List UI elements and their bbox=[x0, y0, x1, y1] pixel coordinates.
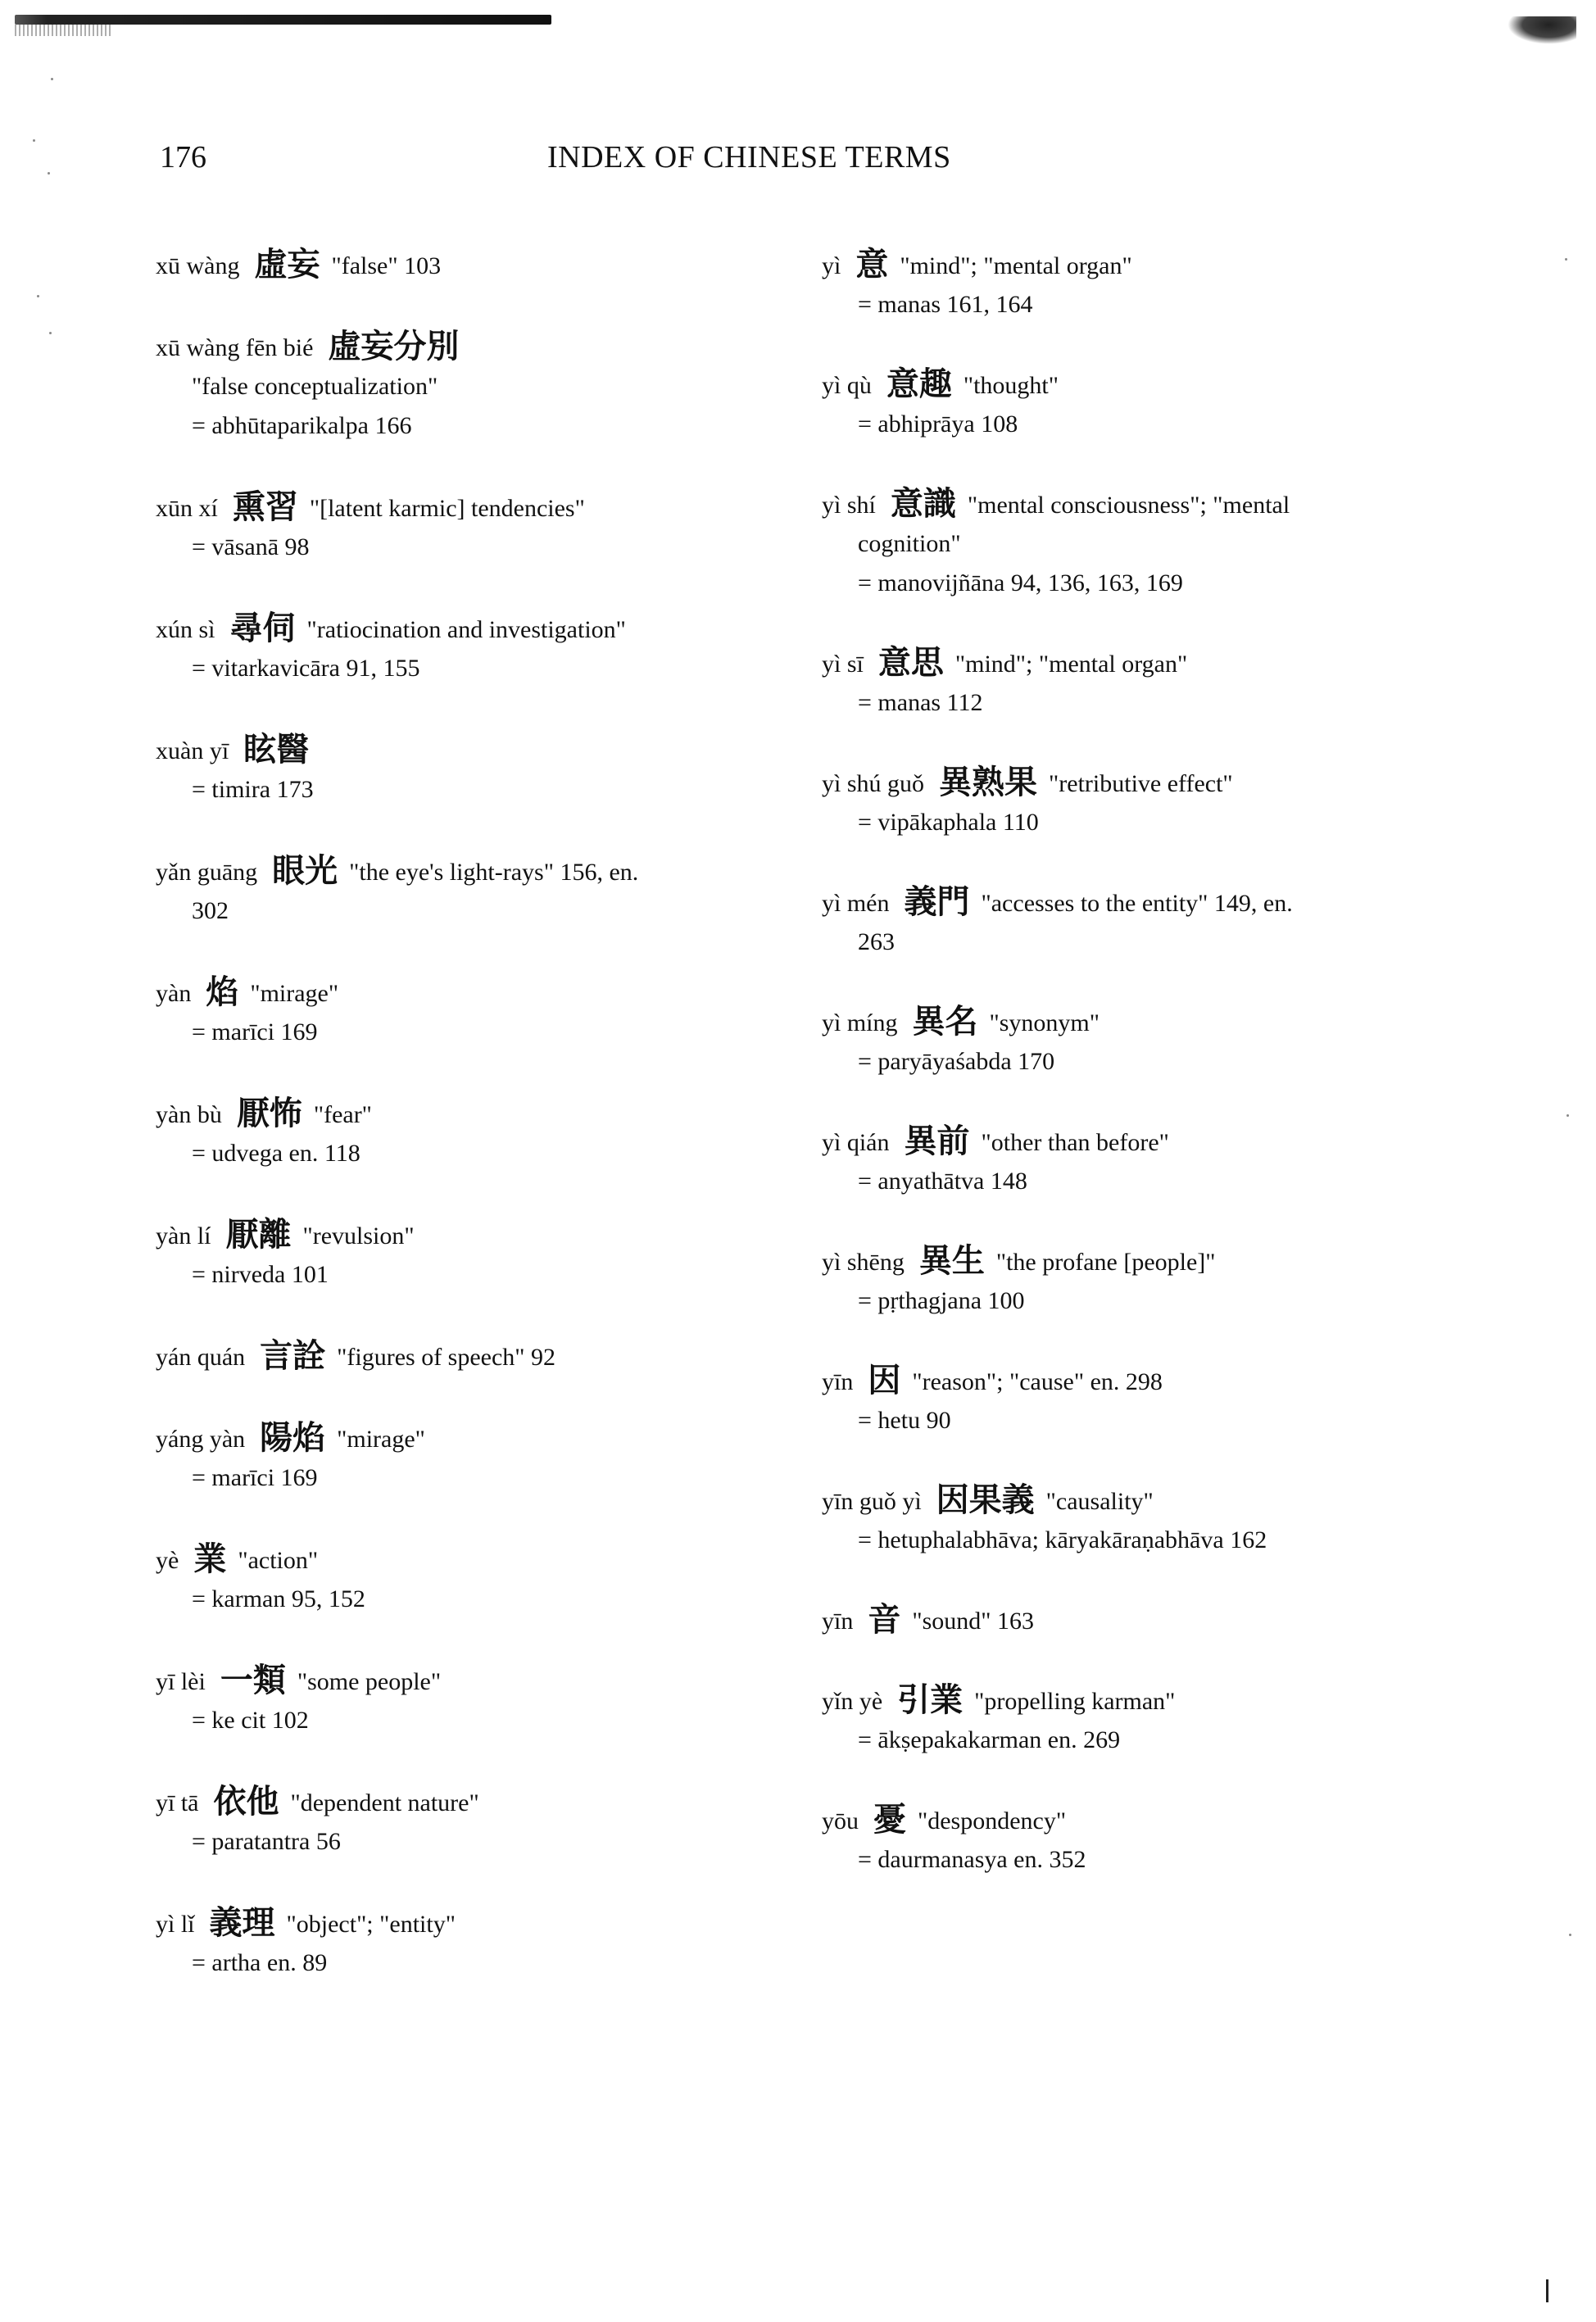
pinyin: yì mén bbox=[822, 890, 890, 917]
entry-headword-line bbox=[156, 1216, 787, 1255]
chinese-characters: 厭離 bbox=[225, 1216, 292, 1254]
index-entry bbox=[156, 852, 787, 931]
chinese-characters: 異名 bbox=[912, 1003, 978, 1041]
index-entry bbox=[822, 1242, 1453, 1321]
entry-headword-line bbox=[156, 488, 787, 528]
scan-corner-mark bbox=[1508, 16, 1576, 44]
entry-sanskrit-line: = vitarkavicāra 91, 155 bbox=[192, 655, 420, 682]
pinyin: xū wàng bbox=[156, 252, 240, 279]
pinyin: yì sī bbox=[822, 651, 864, 678]
chinese-characters: 異生 bbox=[918, 1242, 985, 1280]
index-entry bbox=[822, 1801, 1453, 1880]
right-column bbox=[822, 246, 1453, 1921]
entry-sanskrit-line: = vāsanā 98 bbox=[192, 533, 310, 560]
index-entry bbox=[156, 1419, 787, 1498]
entry-sanskrit-line: = manas 112 bbox=[858, 689, 983, 716]
entry-sanskrit-line: = ākṣepakakarman en. 269 bbox=[858, 1726, 1121, 1753]
chinese-characters: 異前 bbox=[904, 1122, 970, 1160]
entry-headword-line bbox=[822, 1681, 1453, 1721]
entry-headword-line bbox=[156, 1337, 787, 1376]
chinese-characters: 眩醫 bbox=[243, 731, 310, 769]
pinyin: yàn bbox=[156, 980, 192, 1007]
entry-sanskrit-line: "false conceptualization" bbox=[192, 373, 438, 400]
entry-headword-line bbox=[156, 1419, 787, 1458]
chinese-characters: 眼光 bbox=[272, 852, 338, 890]
index-entry bbox=[822, 1681, 1453, 1760]
scan-speck bbox=[1565, 258, 1567, 261]
entry-sanskrit-line: = anyathātva 148 bbox=[858, 1168, 1027, 1195]
pinyin: yì qù bbox=[822, 372, 872, 399]
pinyin: yīn bbox=[822, 1368, 854, 1395]
scan-speck bbox=[49, 332, 52, 334]
scan-mark bbox=[1546, 2279, 1548, 2302]
index-entry bbox=[822, 1003, 1453, 1082]
chinese-characters: 意 bbox=[855, 246, 889, 283]
chinese-characters: 意趣 bbox=[886, 365, 952, 403]
gloss: "synonym" bbox=[989, 1009, 1100, 1036]
entry-headword-line bbox=[156, 1095, 787, 1134]
index-entry bbox=[822, 764, 1453, 842]
entry-headword-line bbox=[156, 246, 787, 285]
entry-sanskrit-line: = nirveda 101 bbox=[192, 1261, 329, 1288]
gloss: "figures of speech" 92 bbox=[337, 1344, 556, 1371]
index-entry bbox=[822, 1601, 1453, 1640]
entry-sanskrit-line: = paryāyaśabda 170 bbox=[858, 1048, 1055, 1075]
entry-headword-line bbox=[156, 731, 787, 770]
entry-headword-line bbox=[822, 1003, 1453, 1042]
gloss: "ratiocination and investigation" bbox=[306, 616, 626, 643]
entry-headword-line bbox=[156, 1904, 787, 1943]
index-entry bbox=[156, 1540, 787, 1619]
index-entry bbox=[156, 1662, 787, 1740]
pinyin: yàn lí bbox=[156, 1222, 211, 1249]
entry-headword-line bbox=[822, 365, 1453, 405]
index-entry bbox=[156, 488, 787, 567]
gloss: "revulsion" bbox=[302, 1222, 415, 1249]
entry-sanskrit-line: = abhūtaparikalpa 166 bbox=[192, 412, 412, 439]
gloss: "some people" bbox=[297, 1668, 442, 1695]
chinese-characters: 意識 bbox=[890, 485, 956, 523]
index-entry bbox=[822, 1122, 1453, 1201]
chinese-characters: 一類 bbox=[220, 1662, 286, 1699]
entry-headword-line bbox=[822, 644, 1453, 683]
chinese-characters: 厭怖 bbox=[236, 1095, 302, 1132]
chinese-characters: 熏習 bbox=[232, 488, 298, 526]
index-entry bbox=[822, 365, 1453, 444]
index-entry bbox=[822, 485, 1453, 603]
scan-speck bbox=[37, 295, 39, 297]
gloss: "mind"; "mental organ" bbox=[900, 252, 1132, 279]
gloss: "accesses to the entity" 149, en. bbox=[981, 890, 1293, 917]
index-entry bbox=[156, 731, 787, 810]
chinese-characters: 尋伺 bbox=[229, 610, 296, 647]
entry-sanskrit-line: = ke cit 102 bbox=[192, 1707, 309, 1734]
entry-sanskrit-line: = daurmanasya en. 352 bbox=[858, 1846, 1086, 1873]
entry-sanskrit-line: = marīci 169 bbox=[192, 1464, 318, 1491]
scan-speck bbox=[33, 139, 35, 142]
entry-headword-line bbox=[822, 1601, 1453, 1640]
index-entry bbox=[822, 1362, 1453, 1440]
scan-speck bbox=[1567, 1114, 1569, 1117]
pinyin: yì qián bbox=[822, 1129, 890, 1156]
gloss: "other than before" bbox=[981, 1129, 1169, 1156]
entry-headword-line bbox=[156, 1783, 787, 1822]
chinese-characters: 依他 bbox=[213, 1783, 279, 1821]
chinese-characters: 義理 bbox=[209, 1904, 275, 1942]
pinyin: xūn xí bbox=[156, 495, 218, 522]
pinyin: yǐn yè bbox=[822, 1688, 883, 1715]
index-entry bbox=[822, 644, 1453, 723]
entry-sanskrit-line: cognition" bbox=[858, 530, 961, 557]
entry-headword-line bbox=[156, 610, 787, 649]
chinese-characters: 虛妄分別 bbox=[328, 328, 460, 365]
entry-sanskrit-line: = hetuphalabhāva; kāryakāraṇabhāva 162 bbox=[858, 1526, 1267, 1553]
gloss: "causality" bbox=[1045, 1488, 1154, 1515]
pinyin: yì shēng bbox=[822, 1249, 905, 1276]
pinyin: yǎn guāng bbox=[156, 859, 258, 886]
entry-sanskrit-line: 263 bbox=[858, 928, 895, 955]
entry-headword-line bbox=[822, 1801, 1453, 1840]
index-entry bbox=[156, 328, 787, 446]
chinese-characters: 因 bbox=[868, 1362, 901, 1399]
gloss: "thought" bbox=[963, 372, 1059, 399]
chinese-characters: 因果義 bbox=[936, 1481, 1035, 1519]
chinese-characters: 異熟果 bbox=[939, 764, 1038, 801]
index-entry bbox=[156, 610, 787, 688]
chinese-characters: 焰 bbox=[206, 973, 239, 1011]
entry-headword-line bbox=[822, 764, 1453, 803]
entry-headword-line bbox=[156, 852, 787, 891]
scan-speck bbox=[51, 78, 53, 80]
pinyin: yī tā bbox=[156, 1789, 199, 1816]
scan-speck bbox=[48, 172, 50, 175]
gloss: "dependent nature" bbox=[290, 1789, 479, 1816]
entry-headword-line bbox=[156, 328, 787, 367]
pinyin: yè bbox=[156, 1547, 179, 1574]
entry-sanskrit-line: = manas 161, 164 bbox=[858, 291, 1033, 318]
chinese-characters: 引業 bbox=[897, 1681, 963, 1719]
gloss: "reason"; "cause" en. 298 bbox=[912, 1368, 1163, 1395]
index-entry bbox=[156, 1095, 787, 1173]
entry-headword-line bbox=[822, 883, 1453, 923]
pinyin: yīn guǒ yì bbox=[822, 1488, 922, 1515]
entry-sanskrit-line: = pṛthagjana 100 bbox=[858, 1287, 1025, 1314]
gloss: "propelling karman" bbox=[974, 1688, 1176, 1715]
chinese-characters: 義門 bbox=[904, 883, 970, 921]
pinyin: yì míng bbox=[822, 1009, 898, 1036]
pinyin: yī lèi bbox=[156, 1668, 206, 1695]
gloss: "sound" 163 bbox=[912, 1608, 1035, 1635]
index-entry bbox=[156, 246, 787, 285]
entry-sanskrit-line: 302 bbox=[192, 897, 229, 924]
entry-sanskrit-line: = karman 95, 152 bbox=[192, 1585, 365, 1612]
index-entry bbox=[822, 246, 1453, 324]
pinyin: xuàn yī bbox=[156, 737, 229, 764]
gloss: "mirage" bbox=[337, 1426, 425, 1453]
scan-noise bbox=[15, 25, 113, 36]
gloss: "action" bbox=[238, 1547, 319, 1574]
index-entry bbox=[156, 1337, 787, 1376]
index-entry bbox=[156, 1216, 787, 1295]
gloss: "mental consciousness"; "mental bbox=[967, 492, 1290, 519]
entry-headword-line bbox=[156, 1662, 787, 1701]
pinyin: yàn bù bbox=[156, 1101, 222, 1128]
gloss: "mind"; "mental organ" bbox=[954, 651, 1188, 678]
chinese-characters: 業 bbox=[193, 1540, 227, 1578]
pinyin: yán quán bbox=[156, 1344, 246, 1371]
entry-sanskrit-line: = timira 173 bbox=[192, 776, 314, 803]
running-head: INDEX OF CHINESE TERMS bbox=[547, 140, 951, 175]
entry-headword-line bbox=[822, 246, 1453, 285]
gloss: "false" 103 bbox=[331, 252, 442, 279]
entry-headword-line bbox=[822, 1481, 1453, 1521]
index-entry bbox=[822, 1481, 1453, 1560]
chinese-characters: 意思 bbox=[877, 644, 944, 682]
gloss: "retributive effect" bbox=[1049, 770, 1233, 797]
pinyin: xū wàng fēn bié bbox=[156, 334, 314, 361]
chinese-characters: 虛妄 bbox=[254, 246, 320, 283]
pinyin: yì shí bbox=[822, 492, 876, 519]
left-column bbox=[156, 246, 787, 2025]
index-entry bbox=[822, 883, 1453, 962]
index-entry bbox=[156, 1783, 787, 1862]
entry-headword-line bbox=[822, 485, 1453, 524]
scan-edge-bar bbox=[15, 15, 551, 25]
chinese-characters: 言詮 bbox=[260, 1337, 326, 1375]
pinyin: yì lǐ bbox=[156, 1911, 195, 1938]
pinyin: yīn bbox=[822, 1608, 854, 1635]
entry-headword-line bbox=[156, 973, 787, 1013]
gloss: "the eye's light-rays" 156, en. bbox=[349, 859, 639, 886]
gloss: "despondency" bbox=[918, 1807, 1067, 1834]
pinyin: yōu bbox=[822, 1807, 859, 1834]
index-entry bbox=[156, 973, 787, 1052]
entry-headword-line bbox=[822, 1362, 1453, 1401]
scan-speck bbox=[1569, 1934, 1571, 1936]
entry-headword-line bbox=[822, 1242, 1453, 1281]
gloss: "[latent karmic] tendencies" bbox=[309, 495, 585, 522]
entry-sanskrit-line: = manovijñāna 94, 136, 163, 169 bbox=[858, 569, 1183, 596]
chinese-characters: 憂 bbox=[873, 1801, 906, 1839]
entry-sanskrit-line: = artha en. 89 bbox=[192, 1949, 328, 1976]
entry-sanskrit-line: = udvega en. 118 bbox=[192, 1140, 360, 1167]
pinyin: yì shú guǒ bbox=[822, 770, 925, 797]
entry-sanskrit-line: = abhiprāya 108 bbox=[858, 410, 1018, 438]
pinyin: xún sì bbox=[156, 616, 215, 643]
entry-sanskrit-line: = marīci 169 bbox=[192, 1018, 318, 1045]
gloss: "object"; "entity" bbox=[286, 1911, 456, 1938]
entry-sanskrit-line: = paratantra 56 bbox=[192, 1828, 341, 1855]
pinyin: yì bbox=[822, 252, 841, 279]
entry-sanskrit-line: = hetu 90 bbox=[858, 1407, 951, 1434]
entry-sanskrit-line: = vipākaphala 110 bbox=[858, 809, 1039, 836]
page-number: 176 bbox=[160, 140, 206, 175]
gloss: "mirage" bbox=[250, 980, 339, 1007]
gloss: "fear" bbox=[313, 1101, 372, 1128]
index-entry bbox=[156, 1904, 787, 1983]
entry-headword-line bbox=[822, 1122, 1453, 1162]
pinyin: yáng yàn bbox=[156, 1426, 246, 1453]
gloss: "the profane [people]" bbox=[995, 1249, 1216, 1276]
entry-headword-line bbox=[156, 1540, 787, 1580]
chinese-characters: 陽焰 bbox=[260, 1419, 326, 1457]
chinese-characters: 音 bbox=[868, 1601, 901, 1639]
